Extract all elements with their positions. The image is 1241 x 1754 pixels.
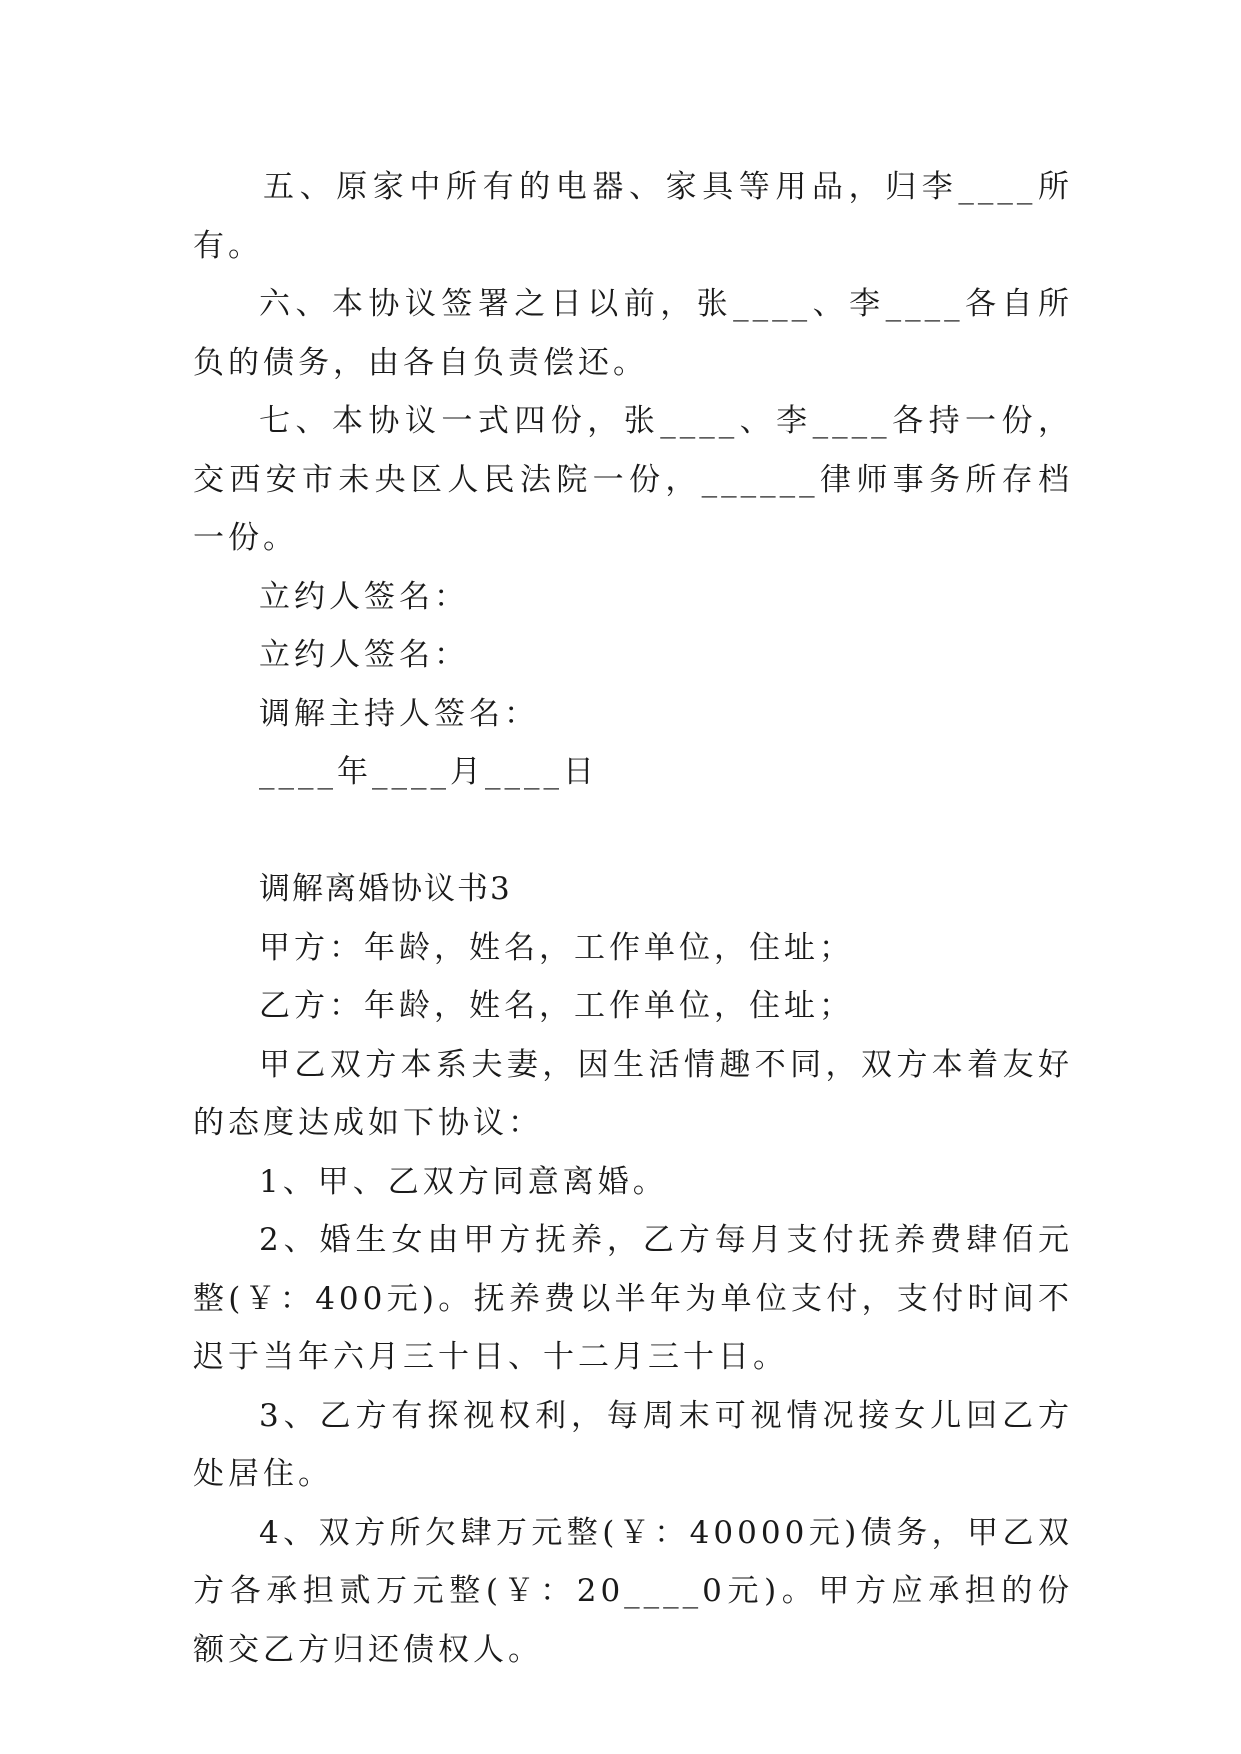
agreement-item-1: 1、甲、乙双方同意离婚。	[259, 1163, 668, 1200]
preamble: 甲乙双方本系夫妻，因生活情趣不同，双方本着友好的态度达成如下协议：	[193, 1046, 1073, 1141]
party-b-info: 乙方：年龄，姓名，工作单位，住址；	[259, 988, 854, 1024]
signature-party-1: 立约人签名：	[259, 578, 469, 615]
signature-party-2: 立约人签名：	[259, 637, 469, 673]
agreement-item-2: 2、婚生女由甲方抚养，乙方每月支付抚养费肆佰元整(￥：400元)。抚养费以半年为单位支付，支付时间不迟于当年六月三十日、十二月三十日。	[193, 1222, 1073, 1375]
clause-7: 七、本协议一式四份，张____、李____各持一份，交西安市未央区人民法院一份，______律师事务所存档一份。	[193, 403, 1073, 556]
clause-5: 五、原家中所有的电器、家具等用品，归李____所有。	[193, 169, 1073, 264]
signature-date: ____年____月____日	[259, 754, 598, 790]
document-body	[193, 158, 1073, 1679]
clause-6: 六、本协议签署之日以前，张____、李____各自所负的债务，由各自负责偿还。	[193, 286, 1073, 381]
section-title: 调解离婚协议书3	[259, 871, 512, 907]
section-gap	[193, 802, 1073, 861]
party-a-info: 甲方：年龄，姓名，工作单位，住址；	[259, 929, 854, 966]
agreement-item-4: 4、双方所欠肆万元整(￥：40000元)债务，甲乙双方各承担贰万元整(￥：20____0元)。甲方应承担的份额交乙方归还债权人。	[193, 1514, 1073, 1668]
signature-mediator: 调解主持人签名：	[259, 695, 539, 732]
agreement-item-3: 3、乙方有探视权利，每周末可视情况接女儿回乙方处居住。	[193, 1397, 1073, 1492]
